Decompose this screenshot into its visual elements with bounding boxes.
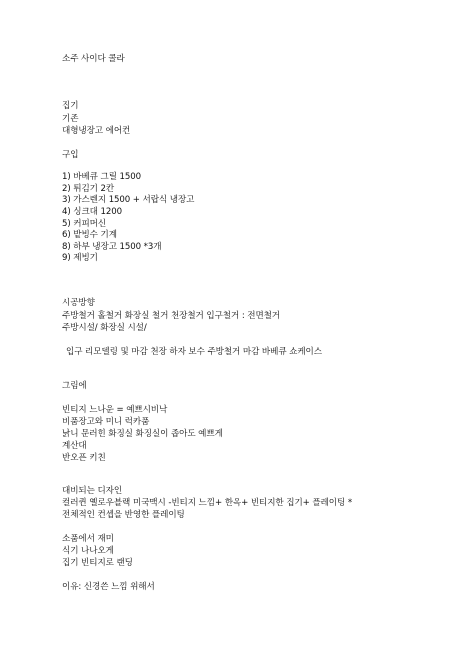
section-heading: 그림에 [62,381,87,391]
text-line: 반오픈 키친 [62,453,106,463]
list-item: 9) 제빙기 [62,253,98,263]
list-item: 5) 커피머신 [62,219,107,229]
text-line: 집기 [62,101,79,111]
section-heading: 대비되는 디자인 [62,486,123,496]
list-item: 2) 튀김기 2칸 [62,184,115,194]
text-line: 이유: 신경쓴 느낌 위해서 [62,582,155,592]
list-item: 4) 싱크대 1200 [62,207,122,217]
text-line: 대형냉장고 에어컨 [62,126,131,136]
list-item: 6) 밭빙수 기계 [62,230,117,240]
text-line: 집기 빈티지로 랜딩 [62,558,133,568]
text-line: 구입 [62,150,79,160]
text-line: 주방철거 홀철거 화장실 철거 천장철거 입구철거 : 전면철거 [62,311,281,321]
text-line: 빈티지 느나운 = 예쁘시비낙 [62,405,168,415]
text-line: 식기 나나오게 [62,546,114,556]
text-line: 컬러퀸 옐로우블랙 미국맥시 -빈티지 느낌+ 한옥+ 빈티지한 집기+ 플레이팅 * [62,498,353,508]
text-line: 입구 리모델링 및 마감 천장 하자 보수 주방철거 마감 바베큐 쇼케이스 [66,347,322,357]
text-line: 주방시설/ 화장실 시설/ [62,323,147,333]
text-line: 비품장고와 미니 럭카품 [62,417,150,427]
document-title: 소주 사이다 콜라 [62,54,125,64]
section-heading: 시공방향 [62,298,95,308]
text-line: 계산대 [62,441,87,451]
section-heading: 소품에서 재미 [62,534,114,544]
list-item: 1) 바베큐 그릴 1500 [62,172,141,182]
list-item: 8) 하부 냉장고 1500 *3개 [62,242,162,252]
text-line: 전체적인 컨셉을 반영한 플레이팅 [62,510,185,520]
text-line: 기존 [62,114,79,124]
list-item: 3) 가스렌지 1500 + 서랍식 냉장고 [62,195,195,205]
text-line: 낡니 문러힌 화징실 화징실이 좁아도 예쁘게 [62,429,223,439]
